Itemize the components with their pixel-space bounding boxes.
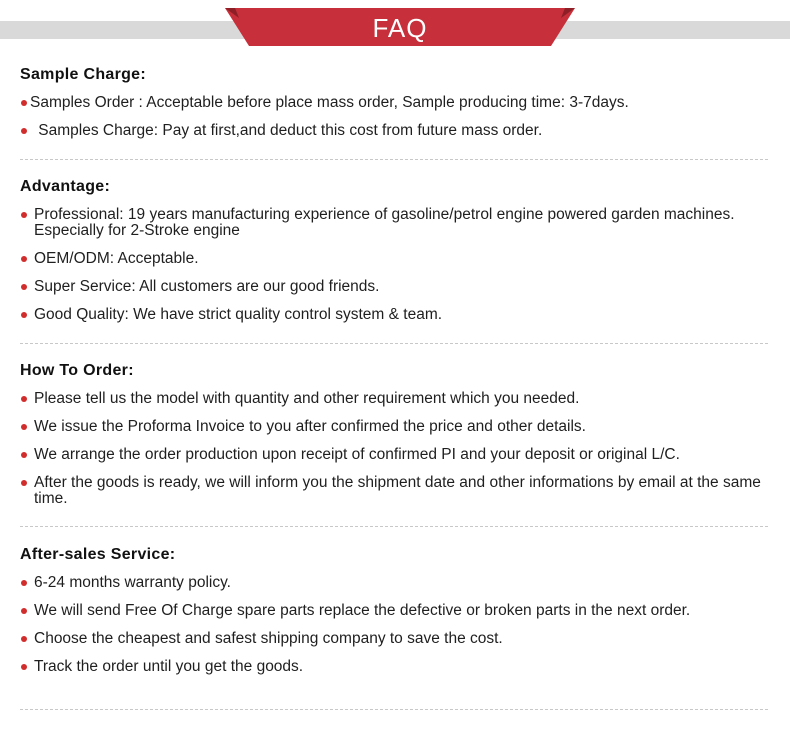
item-list <box>20 95 770 139</box>
bullet-dot-icon <box>21 664 27 670</box>
page-title: FAQ <box>372 13 428 43</box>
bullet-dot-icon <box>21 212 27 218</box>
list-item <box>20 95 770 111</box>
list-item <box>20 631 770 647</box>
item-text: We will send Free Of Charge spare parts replace the defective or broken parts in the next order. <box>34 602 691 619</box>
item-text: Samples Charge: Pay at first,and deduct this cost from future mass order. <box>34 122 543 139</box>
section-title: Advantage: <box>20 178 111 195</box>
section-how-to-order <box>20 362 770 507</box>
bullet-dot-icon <box>21 452 27 458</box>
section-divider <box>20 343 768 344</box>
section-title: How To Order: <box>20 362 134 379</box>
list-item <box>20 279 770 295</box>
item-list <box>20 575 770 675</box>
section-sample-charge <box>20 66 770 139</box>
item-text: Please tell us the model with quantity and other requirement which you needed. <box>34 390 580 407</box>
section-divider <box>20 526 768 527</box>
list-item <box>20 659 770 675</box>
item-text: Good Quality: We have strict quality control system & team. <box>34 306 443 323</box>
item-list <box>20 207 770 323</box>
bullet-dot-icon <box>21 256 27 262</box>
item-text: We issue the Proforma Invoice to you after confirmed the price and other details. <box>34 418 586 435</box>
list-item <box>20 123 770 139</box>
item-list <box>20 391 770 507</box>
bullet-dot-icon <box>21 424 27 430</box>
list-item <box>20 447 770 463</box>
bullet-dot-icon <box>21 100 27 106</box>
bullet-dot-icon <box>21 128 27 134</box>
bullet-dot-icon <box>21 480 27 486</box>
item-text: OEM/ODM: Acceptable. <box>34 250 199 267</box>
bullet-dot-icon <box>21 396 27 402</box>
bullet-dot-icon <box>21 312 27 318</box>
faq-banner <box>225 8 575 46</box>
item-text: After the goods is ready, we will inform you the shipment date and other informations by email at the same time. <box>34 474 761 507</box>
list-item <box>20 475 770 507</box>
item-text: Super Service: All customers are our good friends. <box>34 278 380 295</box>
item-text: Professional: 19 years manufacturing experience of gasoline/petrol engine powered garden machines. Especially for 2-Stroke engine <box>34 206 735 239</box>
bullet-dot-icon <box>21 580 27 586</box>
list-item <box>20 603 770 619</box>
bullet-dot-icon <box>21 284 27 290</box>
section-after-sales <box>20 546 770 675</box>
section-title: Sample Charge: <box>20 66 147 83</box>
section-advantage <box>20 178 770 323</box>
item-text: Track the order until you get the goods. <box>34 658 304 675</box>
item-text: We arrange the order production upon receipt of confirmed PI and your deposit or original L/C. <box>34 446 680 463</box>
list-item <box>20 575 770 591</box>
list-item <box>20 251 770 267</box>
section-divider <box>20 709 768 710</box>
item-text: Choose the cheapest and safest shipping company to save the cost. <box>34 630 503 647</box>
list-item <box>20 419 770 435</box>
faq-header <box>0 0 790 50</box>
list-item <box>20 391 770 407</box>
bullet-dot-icon <box>21 636 27 642</box>
item-text: 6-24 months warranty policy. <box>34 574 231 591</box>
bullet-dot-icon <box>21 608 27 614</box>
list-item <box>20 307 770 323</box>
section-title: After-sales Service: <box>20 546 176 563</box>
item-text: Samples Order : Acceptable before place mass order, Sample producing time: 3-7days. <box>30 94 629 111</box>
section-divider <box>20 159 768 160</box>
list-item <box>20 207 770 239</box>
